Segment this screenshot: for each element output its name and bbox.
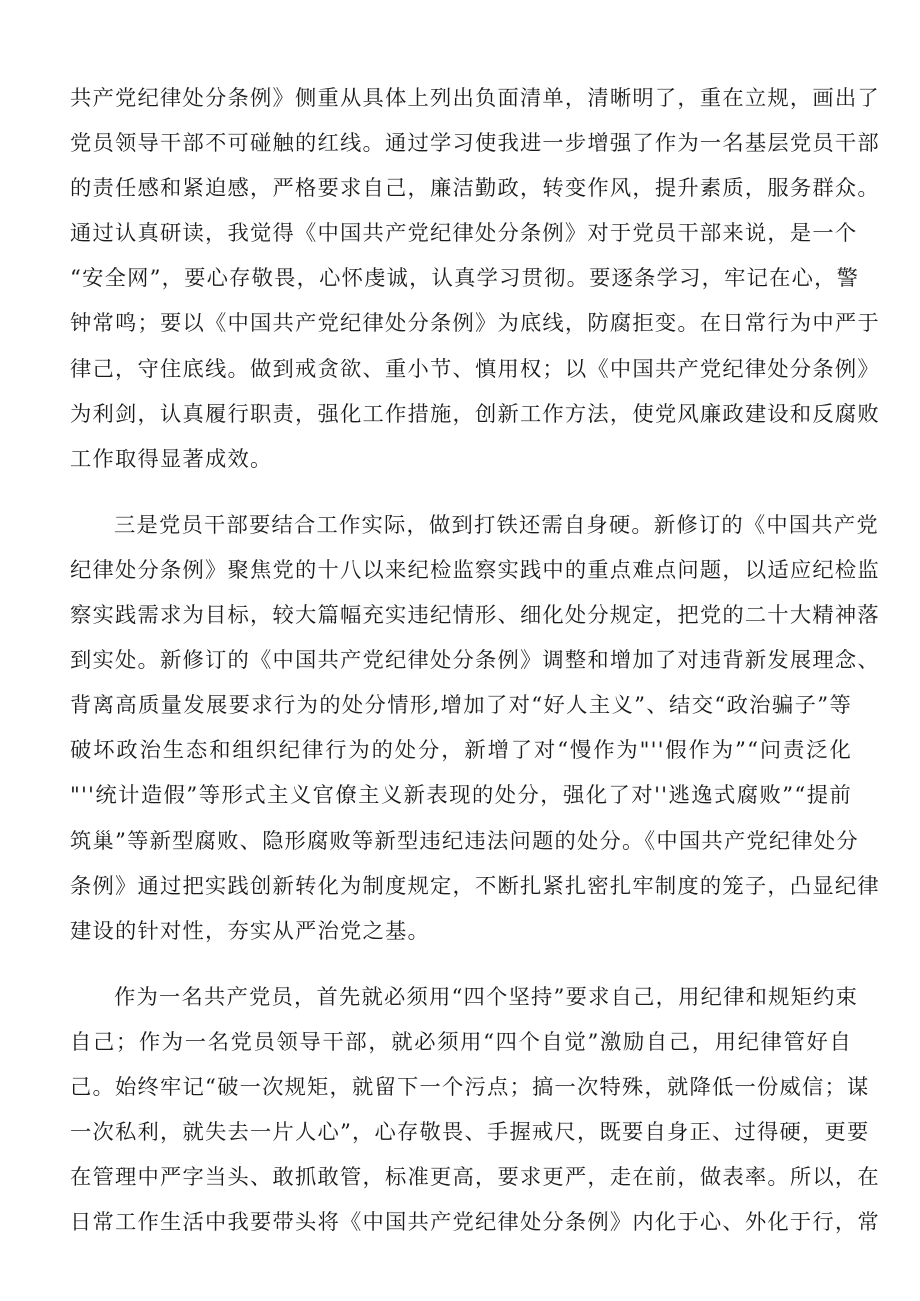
text-line: 的责任感和紧迫感，严格要求自己，廉洁勤政，转变作风，提升素质，服务群众。 <box>70 176 880 202</box>
text-line: 三是党员干部要结合工作实际，做到打铁还需自身硬。新修订的《中国共产党 <box>114 512 879 538</box>
text-line: 背离高质量发展要求行为的处分情形,增加了对“好人主义”、结交“政治骗子”等 <box>70 693 852 719</box>
text-line: 在管理中严字当头、敢抓敢管，标准更高，要求更严，走在前，做表率。所以，在 <box>70 1165 880 1191</box>
paragraph-3 <box>70 975 880 1246</box>
text-line: 作为一名共产党员，首先就必须用“四个坚持”要求自己，用纪律和规矩约束 <box>114 984 859 1010</box>
paragraph-1 <box>70 76 880 482</box>
text-line: “安全网”，要心存敬畏，心怀虔诚，认真学习贯彻。要逐条学习，牢记在心，警 <box>70 266 860 292</box>
text-line: 为利剑，认真履行职责，强化工作措施，创新工作方法，使党风廉政建设和反腐败 <box>70 401 880 427</box>
paragraph-gap <box>70 954 852 975</box>
document-body <box>70 76 880 1245</box>
text-line: 筑巢”等新型腐败、隐形腐败等新型违纪违法问题的处分。《中国共产党纪律处分 <box>70 828 859 854</box>
text-line: 条例》通过把实践创新转化为制度规定，不断扎紧扎密扎牢制度的笼子，凸显纪律 <box>70 873 880 899</box>
text-line: 建设的针对性，夯实从严治党之基。 <box>70 918 430 944</box>
text-line: 破坏政治生态和组织纪律行为的处分，新增了对“慢作为"''假作为”“问责泛化 <box>70 738 852 764</box>
text-line: 通过认真研读，我觉得《中国共产党纪律处分条例》对于党员干部来说，是一个 <box>70 221 858 247</box>
text-line: 纪律处分条例》聚焦党的十八以来纪检监察实践中的重点难点问题，以适应纪检监 <box>70 557 880 583</box>
paragraph-gap <box>70 482 852 503</box>
paragraph-2 <box>70 503 880 954</box>
text-line: 到实处。新修订的《中国共产党纪律处分条例》调整和增加了对违背新发展理念、 <box>70 648 880 674</box>
text-line: 律己，守住底线。做到戒贪欲、重小节、慎用权；以《中国共产党纪律处分条例》 <box>70 356 880 382</box>
text-line: 党员领导干部不可碰触的红线。通过学习使我进一步增强了作为一名基层党员干部 <box>70 131 880 157</box>
text-line: 自己；作为一名党员领导干部，就必须用“四个自觉”激励自己，用纪律管好自 <box>70 1029 852 1055</box>
text-line: 一次私利，就失去一片人心”，心存敬畏、手握戒尺，既要自身正、过得硬，更要 <box>70 1120 870 1146</box>
text-line: "''统计造假”等形式主义官僚主义新表现的处分，强化了对''逃逸式腐败”“提前 <box>70 783 852 809</box>
text-line: 察实践需求为目标，较大篇幅充实违纪情形、细化处分规定，把党的二十大精神落 <box>70 603 880 629</box>
text-line: 己。始终牢记“破一次规矩，就留下一个污点；搞一次特殊，就降低一份威信；谋 <box>70 1074 870 1100</box>
text-line: 钟常鸣；要以《中国共产党纪律处分条例》为底线，防腐拒变。在日常行为中严于 <box>70 311 880 337</box>
text-line: 共产党纪律处分条例》侧重从具体上列出负面清单，清晰明了，重在立规，画出了 <box>70 86 880 111</box>
text-line: 工作取得显著成效。 <box>70 446 273 472</box>
text-line: 日常工作生活中我要带头将《中国共产党纪律处分条例》内化于心、外化于行，常 <box>70 1210 880 1236</box>
